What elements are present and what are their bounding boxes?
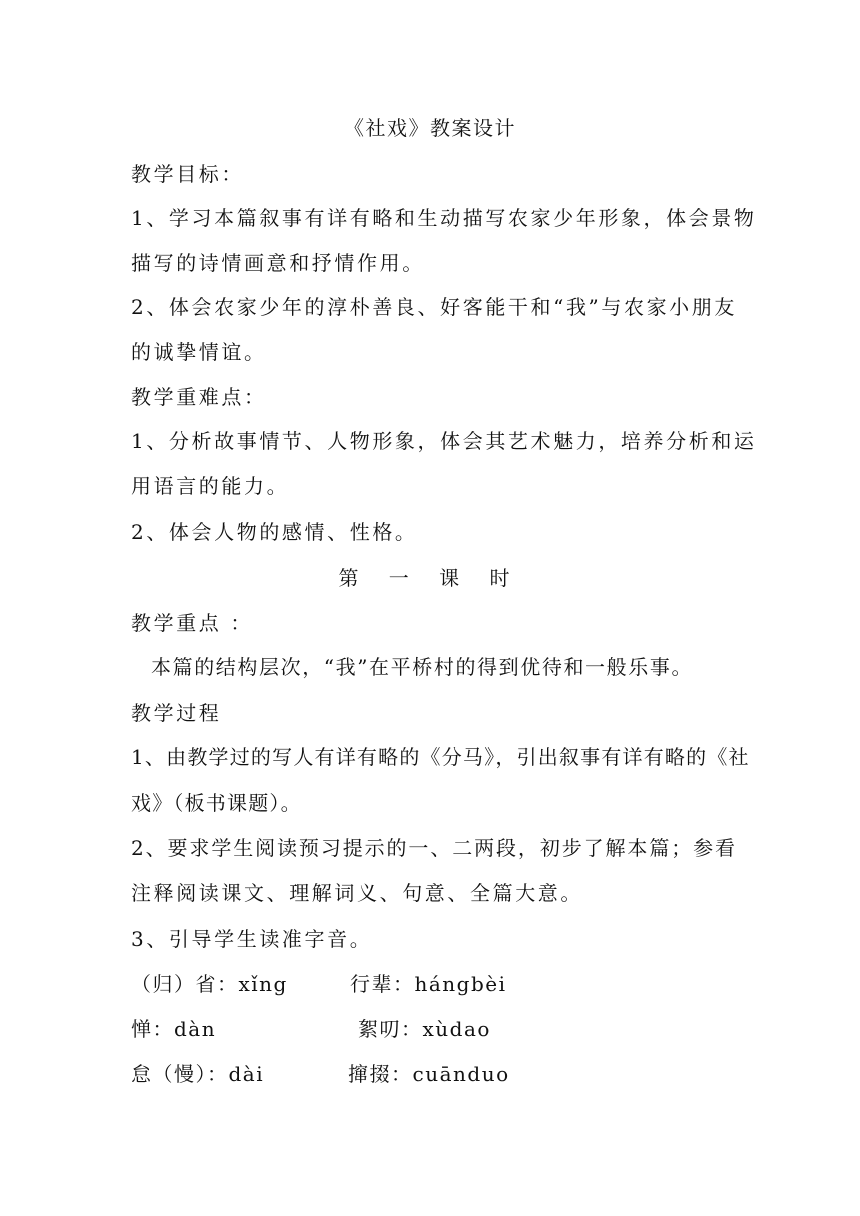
step-2-line-1: 2、要求学生阅读预习提示的一、二两段，初步了解本篇；参看 [131,836,737,860]
pronunciation-2-right: 絮叨：xùdao [358,1017,491,1041]
pronunciation-1-left: （归）省：xǐng [131,972,288,996]
objective-1-line-1: 1、学习本篇叙事有详有略和生动描写农家少年形象，体会景物 [131,206,757,230]
pronunciation-3-right: 撺掇：cuānduo [348,1062,510,1086]
pronunciation-1-right: 行辈：hángbèi [350,972,507,996]
objectives-heading: 教学目标： [131,162,244,186]
focus-text: 本篇的结构层次，“我”在平桥村的得到优待和一般乐事。 [151,655,694,679]
difficulty-1-line-1: 1、分析故事情节、人物形象，体会其艺术魅力，培养分析和运 [131,429,757,453]
objective-2-line-2: 的诚挚情谊。 [131,340,267,364]
difficulty-2: 2、体会人物的感情、性格。 [131,520,418,544]
difficulty-1-line-2: 用语言的能力。 [131,474,290,498]
step-3: 3、引导学生读准字音。 [131,927,373,951]
objective-1-line-2: 描写的诗情画意和抒情作用。 [131,251,425,275]
step-1-line-2: 戏》（板书课题）。 [131,791,302,815]
difficulties-heading: 教学重难点： [131,385,267,409]
document-title: 《社戏》教案设计 [344,116,516,140]
pronunciation-2-left: 惮：dàn [131,1017,217,1041]
step-1-line-1: 1、由教学过的写人有详有略的《分马》，引出叙事有详有略的《社 [131,745,750,769]
step-2-line-2: 注释阅读课文、理解词义、句意、全篇大意。 [131,881,583,905]
focus-heading: 教学重点 ： [131,611,253,635]
process-heading: 教学过程 [131,701,222,725]
objective-2-line-1: 2、体会农家少年的淳朴善良、好客能干和“我”与农家小朋友 [131,295,737,319]
pronunciation-3-left: 怠（慢）：dài [131,1062,265,1086]
lesson-heading: 第 一 课 时 [338,566,522,590]
